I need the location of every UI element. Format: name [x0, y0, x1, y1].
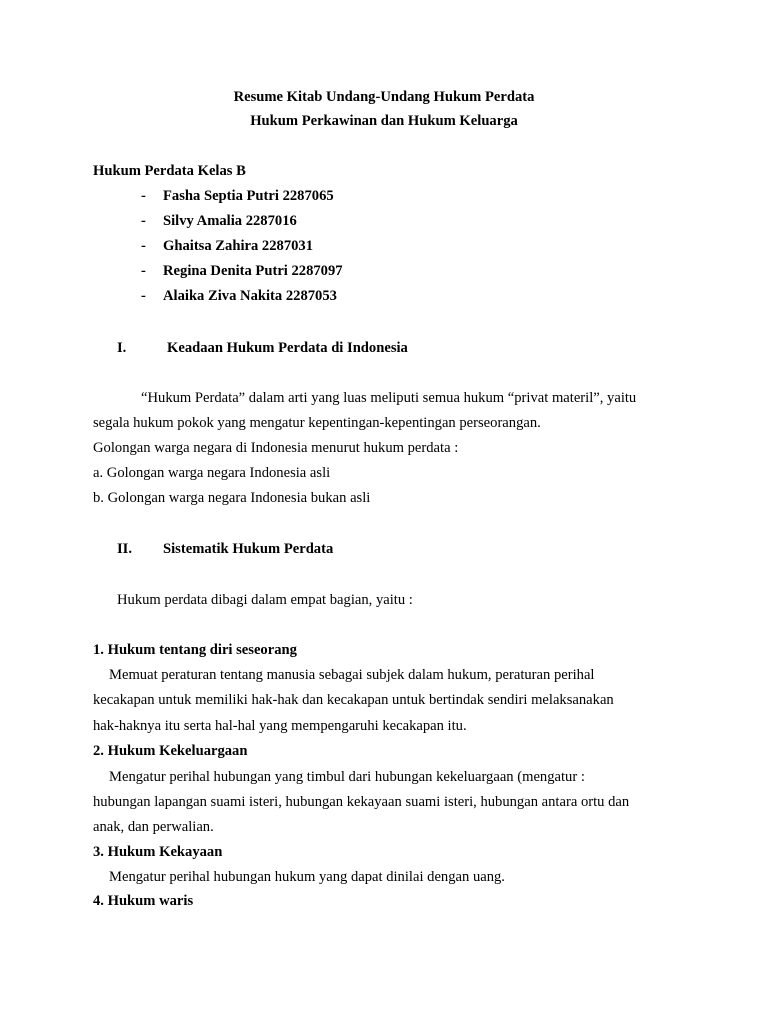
paragraph-line: hubungan lapangan suami isteri, hubungan kekayaan suami isteri, hubungan antara ortu dan [93, 794, 630, 810]
paragraph-line: hak-haknya itu serta hal-hal yang mempengaruhi kecakapan itu. [93, 718, 467, 734]
subsection-heading: 1. Hukum tentang diri seseorang [93, 642, 297, 658]
document-subtitle: Hukum Perkawinan dan Hukum Keluarga [250, 113, 518, 129]
list-bullet: - [141, 263, 146, 279]
paragraph-line: Memuat peraturan tentang manusia sebagai subjek dalam hukum, peraturan perihal [109, 667, 595, 683]
list-item: b. Golongan warga negara Indonesia bukan asli [93, 490, 371, 506]
paragraph-line: segala hukum pokok yang mengatur kepentingan-kepentingan perseorangan. [93, 415, 541, 431]
list-bullet: - [141, 188, 146, 204]
list-bullet: - [141, 288, 146, 304]
subsection-heading: 4. Hukum waris [93, 893, 194, 909]
section-2-number: II. [117, 541, 133, 557]
subsection-heading: 2. Hukum Kekeluargaan [93, 743, 248, 759]
paragraph-line: Mengatur perihal hubungan yang timbul dari hubungan kekeluargaan (mengatur : [109, 769, 585, 785]
list-item: Ghaitsa Zahira 2287031 [163, 238, 314, 254]
section-2-intro: Hukum perdata dibagi dalam empat bagian, yaitu : [117, 592, 413, 608]
paragraph-line: “Hukum Perdata” dalam arti yang luas meliputi semua hukum “privat materil”, yaitu [141, 390, 637, 406]
list-bullet: - [141, 213, 146, 229]
list-item: Silvy Amalia 2287016 [163, 213, 297, 229]
list-item: Fasha Septia Putri 2287065 [163, 188, 334, 204]
section-1-title: Keadaan Hukum Perdata di Indonesia [167, 340, 408, 356]
paragraph-line: kecakapan untuk memiliki hak-hak dan kecakapan untuk bertindak sendiri melaksanakan [93, 692, 614, 708]
paragraph-line: Golongan warga negara di Indonesia menurut hukum perdata : [93, 440, 459, 456]
paragraph-line: anak, dan perwalian. [93, 819, 214, 835]
section-1-number: I. [117, 340, 127, 356]
subsection-heading: 3. Hukum Kekayaan [93, 844, 223, 860]
list-bullet: - [141, 238, 146, 254]
group-heading: Hukum Perdata Kelas B [93, 163, 246, 179]
list-item: Regina Denita Putri 2287097 [163, 263, 343, 279]
document-title: Resume Kitab Undang-Undang Hukum Perdata [233, 89, 535, 105]
list-item: a. Golongan warga negara Indonesia asli [93, 465, 331, 481]
list-item: Alaika Ziva Nakita 2287053 [163, 288, 337, 304]
paragraph-line: Mengatur perihal hubungan hukum yang dapat dinilai dengan uang. [109, 869, 505, 885]
section-2-title: Sistematik Hukum Perdata [163, 541, 334, 557]
